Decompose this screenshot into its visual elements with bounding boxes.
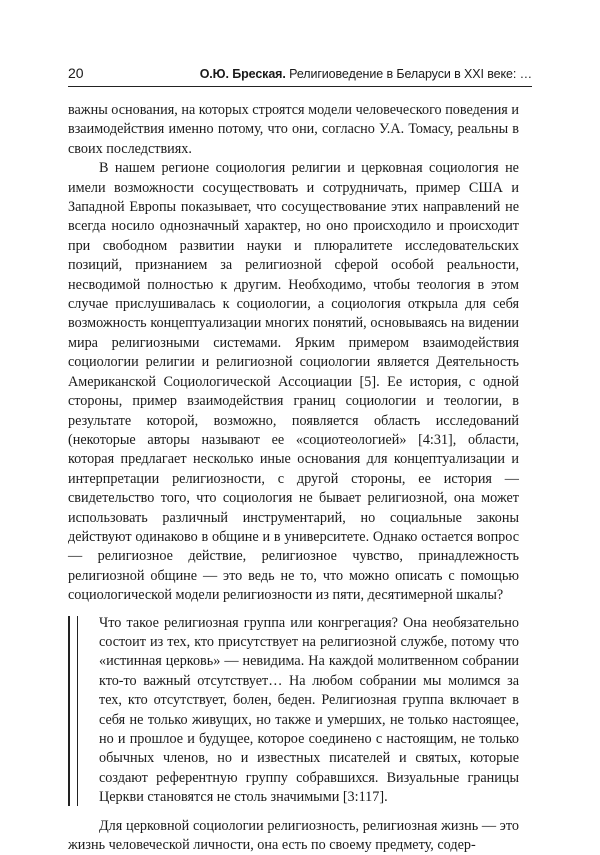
quote-text: Что такое религиозная группа или конгрегация? Она необязательно состоит из тех, кто присутствует на религиозной службе, потому что «истинная церковь» — невидима. На каждой молитвенном собрании кто-то важный отсутствует… На любом собрании мы молимся за тех, кто отсутствует, болен, беден. Религиозная группа включает в себя не только живущих, но также и умерших, не только настоящее, но и прошлое и будущее, которое соединено с настоящим, не только обычных членов, но и известных писателей и святых, которые создают референтную группу собравшихся. Визуальные границы Церкви становятся не столь значимыми [3:117]. xyxy=(99,614,519,806)
block-quote xyxy=(68,614,519,808)
header-rule xyxy=(68,86,532,87)
page-body xyxy=(68,101,519,855)
paragraph-main: В нашем регионе социология религии и церковная социология не имели возможности сосуществовать и сотрудничать, пример США и Западной Европы показывает, что сосуществование этих направлений не всегда носило однозначный характер, но оно происходило и происходит при свободном развитии науки и плюралитете исследовательских позиций, признанием за религиозной сферой особой реальности, несводимой полностью к другим. Необходимо, чтобы теология в этом случае прислушивалась к социологии, а социология открыла для себя возможность концептуализации многих понятий, основываясь на видении мира религиозными системами. Ярким примером взаимодействия социологии религии и религиозной социологии является Деятельность Американской Социологической Ассоциации [5]. Ее история, с одной стороны, пример взаимодействия границ социологии и теологии, в результате которой, возможно, появляется область исследований (некоторые авторы называют ее «социотеологией» [4:31], области, которая предлагает несколько иные основания для концептуализации и интерпретации религиозности, с другой стороны, ее история — свидетельство того, что социология не бывает религиозной, она может использовать различный инструментарий, но социальные законы действуют одинаково в общине и в университете. Однако остается вопрос — религиозное действие, религиозное чувство, принадлежность религиозной общине — это ведь не то, что можно описать с помощью социологической модели религиозности из пяти, десятимерной шкалы? xyxy=(68,160,519,604)
running-header xyxy=(68,64,532,83)
running-title xyxy=(200,65,532,83)
paragraph-closing: Для церковной социологии религиозность, религиозная жизнь — это жизнь человеческой личности, она есть по своему предмету, содер- xyxy=(68,817,519,854)
page-number: 20 xyxy=(68,65,84,81)
author-name: О.Ю. Бреская. xyxy=(199,67,286,81)
book-title: Религиоведение в Беларуси в XXI веке: … xyxy=(289,67,532,81)
quote-bar xyxy=(68,616,78,806)
paragraph-continued: важны основания, на которых строятся модели человеческого поведения и взаимодействия именно потому, что они, согласно У.А. Томасу, реальны в своих последствиях. xyxy=(68,102,519,157)
